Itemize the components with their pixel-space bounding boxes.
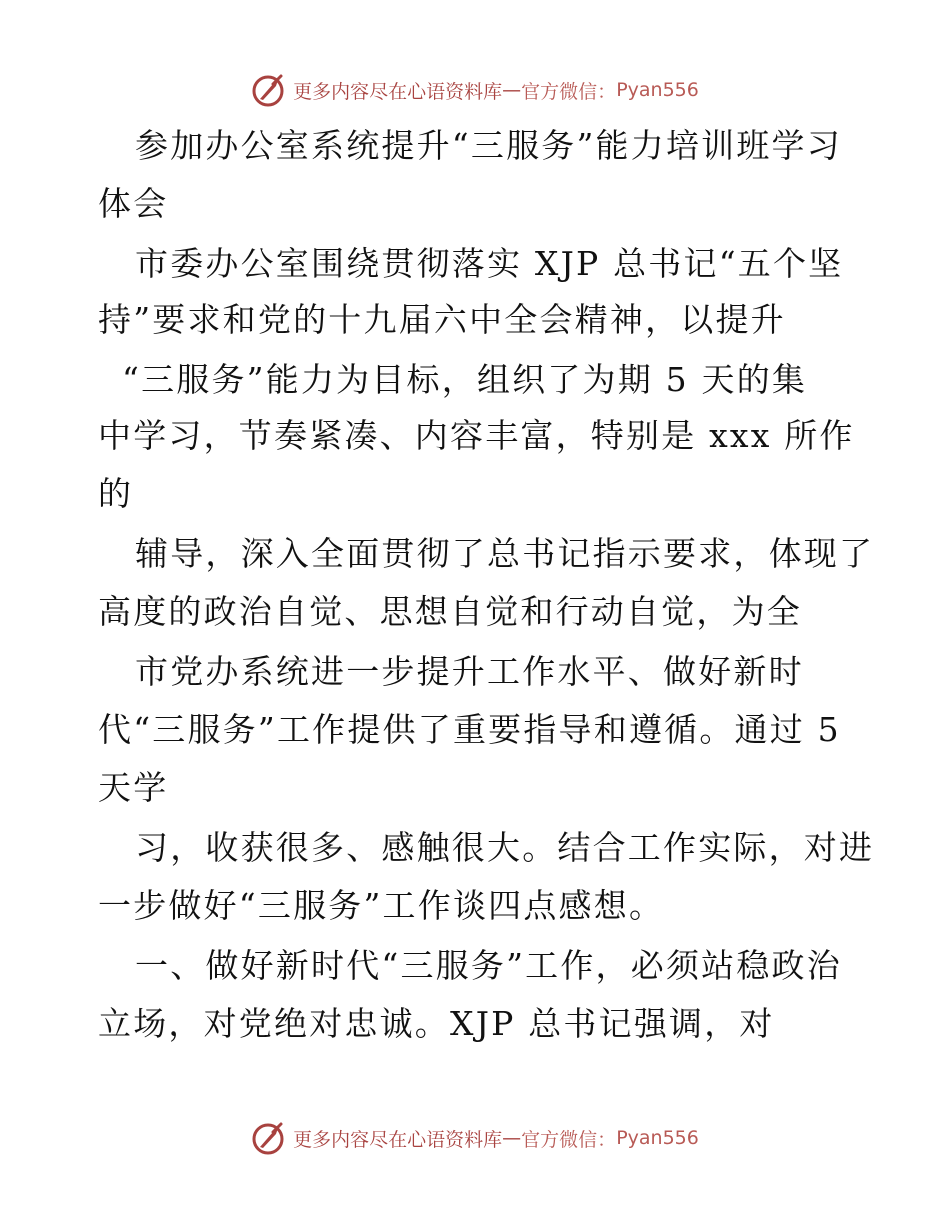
text-line: 高度的政治自觉、思想自觉和行动自觉，为全	[98, 592, 802, 631]
text-line: 参加办公室系统提升“三服务”能力培训班学习	[135, 126, 842, 165]
watermark-separator: —	[502, 1127, 522, 1149]
watermark-wechat-label: 官方微信：	[521, 1128, 617, 1151]
watermark-separator: —	[502, 79, 522, 101]
text-line: 持”要求和党的十九届六中全会精神，以提升	[98, 300, 786, 339]
footer-watermark	[0, 1118, 950, 1158]
text-line: 市委办公室围绕贯彻落实 XJP 总书记“五个坚	[135, 244, 844, 283]
text-line: “三服务”能力为目标，组织了为期 5 天的集	[122, 360, 808, 399]
watermark-wechat-id: Pyan556	[616, 1127, 699, 1149]
text-line: 市党办系统进一步提升工作水平、做好新时	[135, 652, 804, 691]
text-line: 代“三服务”工作提供了重要指导和遵循。通过 5	[98, 710, 841, 749]
pen-logo-icon	[251, 1120, 287, 1156]
text-line: 辅导，深入全面贯彻了总书记指示要求，体现了	[135, 534, 875, 573]
text-line: 习，收获很多、感触很大。结合工作实际，对进	[135, 828, 875, 867]
header-watermark	[0, 70, 950, 110]
text-line: 一、做好新时代“三服务”工作，必须站稳政治	[135, 946, 842, 985]
watermark-text: 更多内容尽在心语资料库	[293, 1128, 503, 1151]
text-line: 中学习，节奏紧凑、内容丰富，特别是 xxx 所作	[98, 416, 855, 455]
pen-logo-icon	[251, 72, 287, 108]
text-line: 天学	[98, 768, 169, 807]
text-line: 立场，对党绝对忠诚。XJP 总书记强调，对	[98, 1004, 775, 1043]
text-line: 体会	[98, 184, 169, 223]
text-line: 的	[98, 474, 134, 513]
watermark-wechat-id: Pyan556	[616, 79, 699, 101]
text-line: 一步做好“三服务”工作谈四点感想。	[98, 886, 665, 925]
watermark-wechat-label: 官方微信：	[521, 80, 617, 103]
watermark-text: 更多内容尽在心语资料库	[293, 80, 503, 103]
